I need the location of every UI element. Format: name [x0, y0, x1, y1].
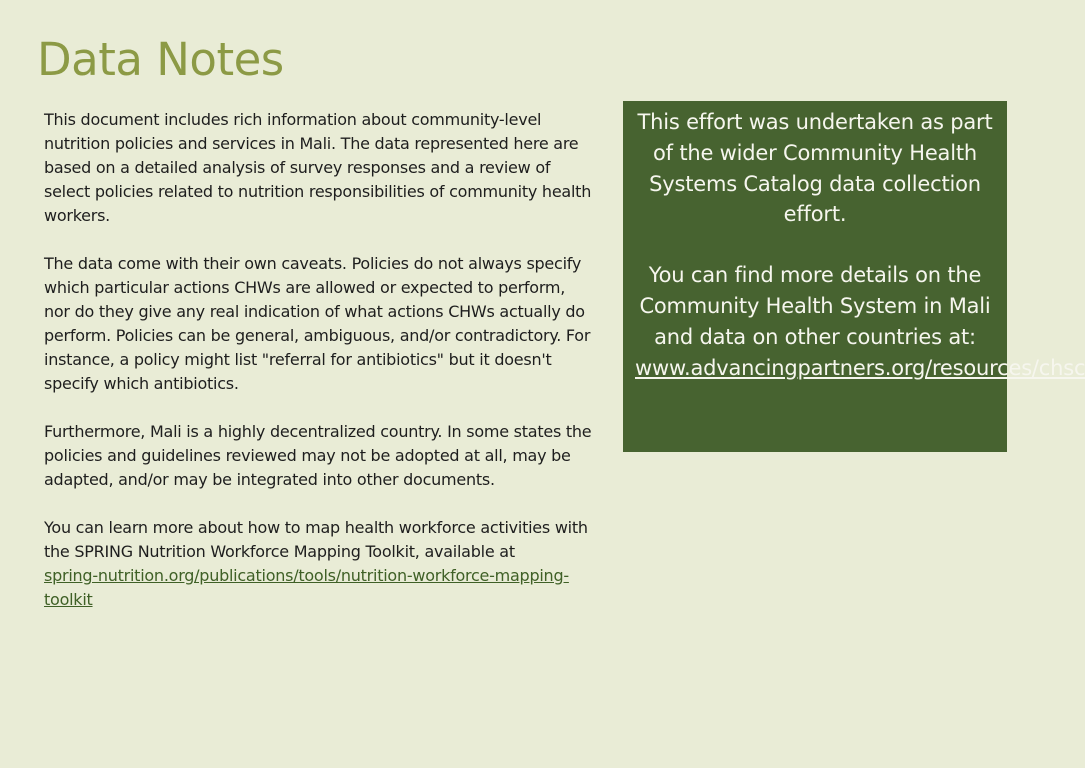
intro-paragraph: This document includes rich information about community-level nutrition policies and services in Mali. The data represented here are based on a detailed analysis of survey responses and a review of select policies related to nutrition responsibilities of community health workers. [44, 110, 592, 225]
data-notes-body [44, 108, 592, 636]
chsc-link[interactable]: www.advancingpartners.org/resources/chsc [635, 355, 1085, 380]
toolkit-link[interactable]: spring-nutrition.org/publications/tools/nutrition-workforce-mapping-toolkit [44, 566, 569, 609]
decentralization-paragraph: Furthermore, Mali is a highly decentralized country. In some states the policies and guidelines reviewed may not be adopted at all, may be adapted, and/or may be integrated into other documents. [44, 422, 592, 489]
panel-effort-text: This effort was undertaken as part of the wider Community Health Systems Catalog data collection effort. [637, 110, 993, 227]
toolkit-text: You can learn more about how to map health workforce activities with the SPRING Nutrition Workforce Mapping Toolkit, available at [44, 518, 588, 561]
toolkit-paragraph [44, 516, 592, 612]
page-title: Data Notes [37, 33, 284, 86]
panel-details-text: You can find more details on the Community Health System in Mali and data on other countries at: [639, 263, 991, 349]
caveats-paragraph: The data come with their own caveats. Policies do not always specify which particular actions CHWs are allowed or expected to perform, nor do they give any real indication of what actions CHWs actually do perform. Policies can be general, ambiguous, and/or contradictory. For instance, a policy might list "referral for antibiotics" but it doesn't specify which antibiotics. [44, 254, 591, 393]
info-panel [623, 101, 1085, 452]
panel-details-paragraph [635, 260, 1085, 383]
